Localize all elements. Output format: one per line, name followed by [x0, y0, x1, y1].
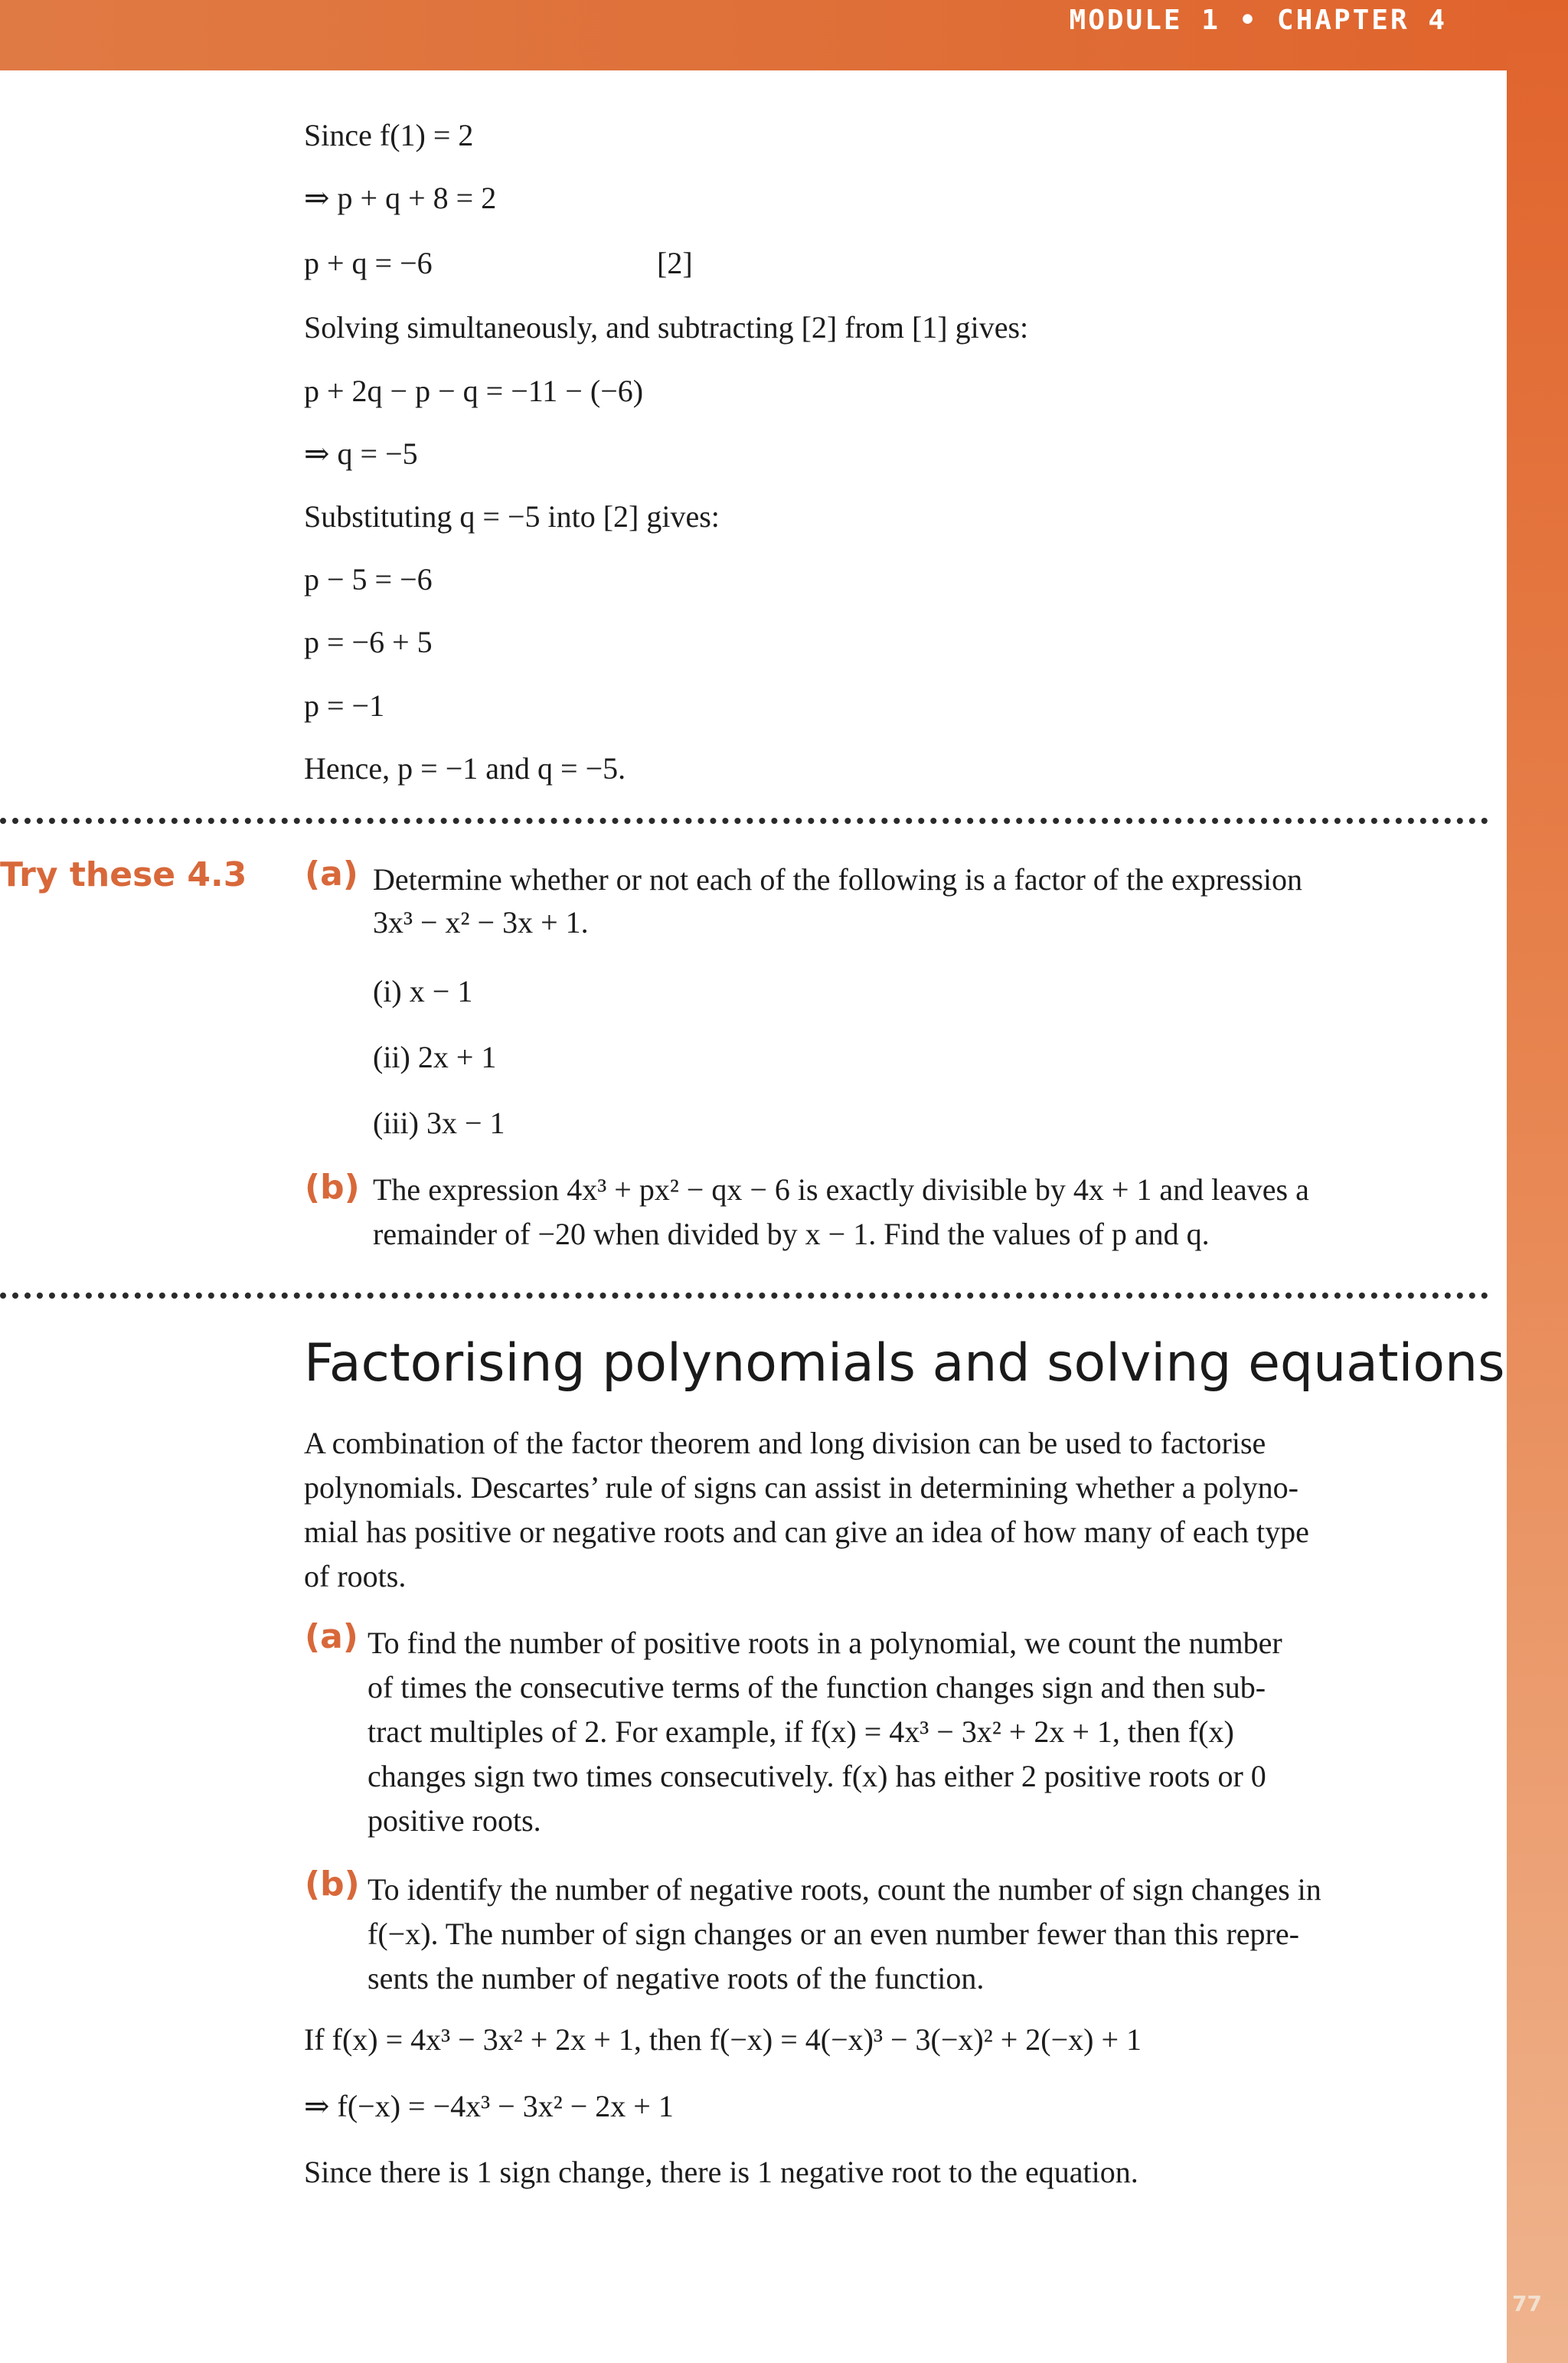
try-these-label: Try these 4.3 — [0, 855, 247, 894]
worked-line: p + q = −6 — [304, 246, 433, 280]
intro-line: polynomials. Descartes’ rule of signs can assist in determining whether a polyno- — [304, 1470, 1298, 1505]
exercise-text: The expression 4x³ + px² − qx − 6 is exactly divisible by 4x + 1 and leaves a — [373, 1172, 1309, 1207]
section-heading: Factorising polynomials and solving equations — [304, 1333, 1505, 1394]
rule-line: To find the number of positive roots in a polynomial, we count the number — [368, 1626, 1282, 1660]
rule-letter: (b) — [305, 1865, 360, 1904]
worked-line: p + 2q − p − q = −11 − (−6) — [304, 374, 644, 408]
worked-line: ⇒ p + q + 8 = 2 — [304, 181, 497, 215]
exercise-subitem: (iii) 3x − 1 — [373, 1106, 505, 1140]
rule-line: To identify the number of negative roots, count the number of sign changes in — [368, 1872, 1321, 1907]
exercise-text: 3x³ − x² − 3x + 1. — [373, 905, 589, 940]
side-margin-band — [1507, 0, 1568, 2363]
page-number: 77 — [1512, 2291, 1542, 2316]
exercise-text: Determine whether or not each of the following is a factor of the expression — [373, 862, 1303, 897]
equation-tag: [2] — [657, 246, 693, 280]
worked-line: Solving simultaneously, and subtracting [2] from [1] gives: — [304, 310, 1029, 345]
rule-line: of times the consecutive terms of the function changes sign and then sub- — [368, 1670, 1266, 1704]
worked-line: Since f(1) = 2 — [304, 118, 474, 152]
exercise-subitem: (ii) 2x + 1 — [373, 1040, 497, 1074]
running-header: MODULE 1 • CHAPTER 4 — [1069, 5, 1447, 36]
worked-line: ⇒ q = −5 — [304, 436, 418, 471]
example-equation: ⇒ f(−x) = −4x³ − 3x² − 2x + 1 — [304, 2089, 674, 2123]
rule-line: f(−x). The number of sign changes or an even number fewer than this repre- — [368, 1917, 1299, 1951]
conclusion-text: Since there is 1 sign change, there is 1 negative root to the equation. — [304, 2155, 1138, 2189]
worked-line: Hence, p = −1 and q = −5. — [304, 751, 626, 786]
rule-line: changes sign two times consecutively. f(x) has either 2 positive roots or 0 — [368, 1759, 1266, 1793]
worked-line: Substituting q = −5 into [2] gives: — [304, 499, 720, 534]
exercise-letter: (b) — [305, 1168, 360, 1207]
rule-b-paragraph — [368, 1868, 1485, 2001]
rule-letter: (a) — [305, 1617, 358, 1656]
rule-line: sents the number of negative roots of the function. — [368, 1961, 985, 1995]
worked-line: p = −1 — [304, 688, 385, 723]
rule-a-paragraph — [368, 1621, 1485, 1843]
exercise-text: remainder of −20 when divided by x − 1. Find the values of p and q. — [373, 1217, 1210, 1251]
rule-line: positive roots. — [368, 1803, 541, 1838]
intro-line: A combination of the factor theorem and long division can be used to factorise — [304, 1426, 1266, 1460]
intro-paragraph — [304, 1421, 1483, 1599]
exercise-subitem: (i) x − 1 — [373, 974, 473, 1008]
exercise-letter: (a) — [305, 855, 358, 894]
rule-line: tract multiples of 2. For example, if f(x) = 4x³ − 3x² + 2x + 1, then f(x) — [368, 1714, 1234, 1749]
intro-line: of roots. — [304, 1559, 407, 1593]
example-equation: If f(x) = 4x³ − 3x² + 2x + 1, then f(−x) = 4(−x)³ − 3(−x)² + 2(−x) + 1 — [304, 2022, 1142, 2057]
section-divider — [0, 818, 1488, 824]
worked-line: p = −6 + 5 — [304, 625, 433, 659]
section-divider — [0, 1293, 1488, 1299]
intro-line: mial has positive or negative roots and can give an idea of how many of each type — [304, 1515, 1309, 1549]
worked-line: p − 5 = −6 — [304, 562, 433, 596]
